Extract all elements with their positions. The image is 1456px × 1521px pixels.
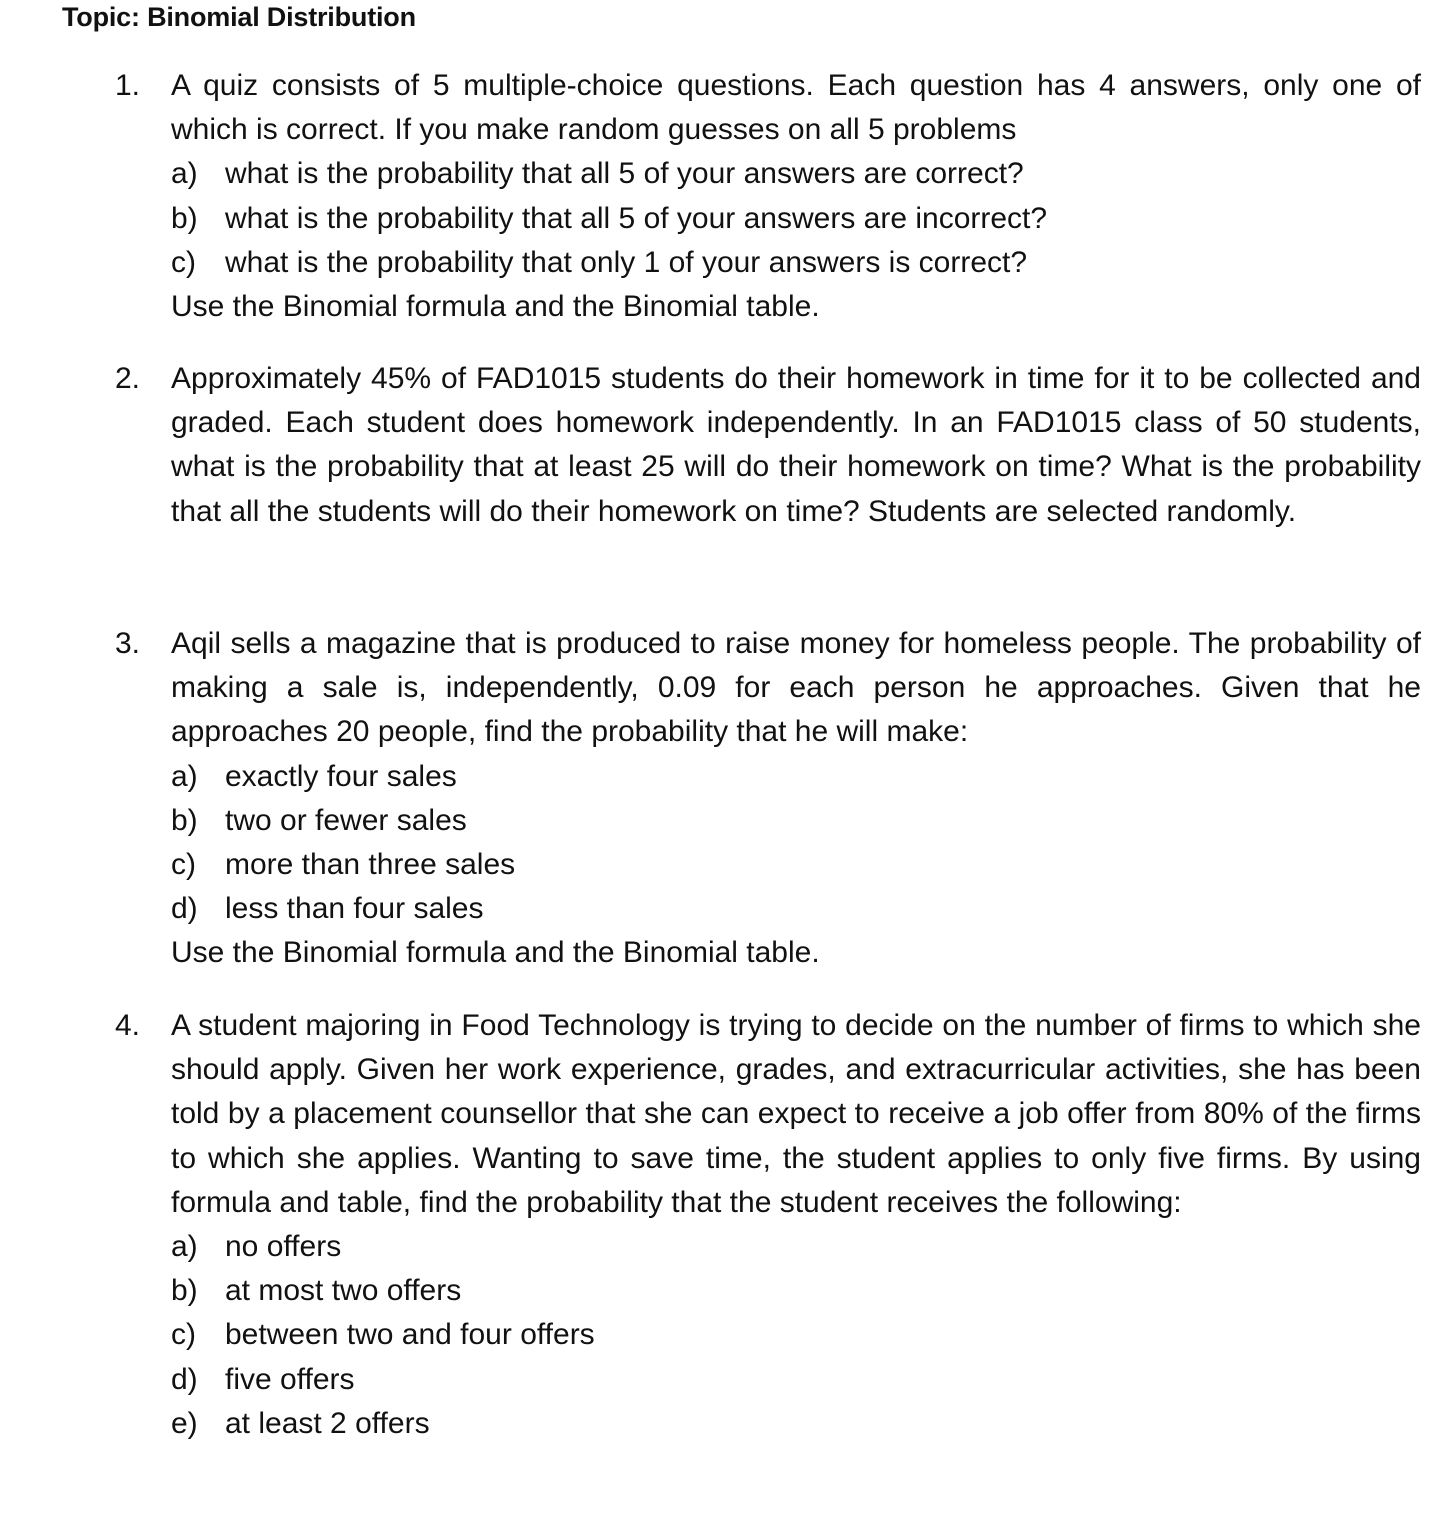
sub-question-letter: b) xyxy=(171,1274,198,1308)
question-text: A quiz consists of 5 multiple-choice questions. Each question has 4 answers, only one of which is correct. If you make random guesses on all 5 problems xyxy=(171,69,1421,147)
sub-question-text: what is the probability that all 5 of your answers are correct? xyxy=(225,157,1024,191)
question-number: 1. xyxy=(115,69,141,102)
topic-heading: Topic: Binomial Distribution xyxy=(62,2,416,32)
question-text: Approximately 45% of FAD1015 students do their homework in time for it to be collected and graded. Each student does homework independently. In an FAD1015 class of 50 students, what is the probability that at least 25 will do their homework on time? What is the probability that all the students will do their homework on time? Students are selected randomly. xyxy=(171,362,1421,528)
sub-question-list xyxy=(171,755,1421,932)
sub-question xyxy=(171,152,1421,196)
sub-question-letter: c) xyxy=(171,848,196,882)
sub-question-letter: a) xyxy=(171,759,198,793)
sub-question-text: what is the probability that all 5 of your answers are incorrect? xyxy=(225,201,1048,235)
sub-question-text: what is the probability that only 1 of your answers is correct? xyxy=(225,245,1028,279)
sub-question-text: exactly four sales xyxy=(225,759,457,793)
question-text: Aqil sells a magazine that is produced to raise money for homeless people. The probability of making a sale is, independently, 0.09 for each person he approaches. Given that he approaches 20 people, find the probability that he will make: xyxy=(171,627,1421,749)
sub-question-text: five offers xyxy=(225,1362,355,1396)
sub-question-letter: e) xyxy=(171,1406,198,1440)
question-number: 3. xyxy=(115,627,141,660)
sub-question-letter: b) xyxy=(171,201,198,235)
question-text: A student majoring in Food Technology is trying to decide on the number of firms to which she should apply. Given her work experience, grades, and extracurricular activities, she has been told by a placement counsellor that she can expect to receive a job offer from 80% of the firms to which she applies. Wanting to save time, the student applies to only five firms. By using formula and table, find the probability that the student receives the following: xyxy=(171,1009,1421,1219)
sub-question xyxy=(171,197,1421,241)
question-3 xyxy=(115,622,1421,976)
sub-question-letter: a) xyxy=(171,157,198,191)
sub-question-list xyxy=(171,152,1421,285)
sub-question-text: more than three sales xyxy=(225,848,516,882)
question-2 xyxy=(115,357,1421,534)
sub-question-text: two or fewer sales xyxy=(225,803,467,837)
sub-question-letter: d) xyxy=(171,1362,198,1396)
instruction-note: Use the Binomial formula and the Binomial table. xyxy=(171,936,820,970)
sub-question xyxy=(171,1269,1421,1313)
sub-question-letter: a) xyxy=(171,1230,198,1264)
sub-question xyxy=(171,755,1421,799)
sub-question-text: between two and four offers xyxy=(225,1318,595,1352)
sub-question xyxy=(171,799,1421,843)
sub-question xyxy=(171,241,1421,285)
question-number: 2. xyxy=(115,362,141,395)
sub-question-letter: c) xyxy=(171,245,196,279)
sub-question-text: no offers xyxy=(225,1230,342,1264)
sub-question xyxy=(171,1358,1421,1402)
sub-question xyxy=(171,1313,1421,1357)
instruction-note: Use the Binomial formula and the Binomial table. xyxy=(171,290,820,324)
sub-question-text: at most two offers xyxy=(225,1274,462,1308)
sub-question-text: less than four sales xyxy=(225,892,484,926)
sub-question xyxy=(171,843,1421,887)
sub-question-letter: b) xyxy=(171,803,198,837)
sub-question xyxy=(171,1402,1421,1446)
question-number: 4. xyxy=(115,1009,141,1042)
sub-question xyxy=(171,1225,1421,1269)
sub-question xyxy=(171,887,1421,931)
question-4 xyxy=(115,1004,1421,1446)
sub-question-letter: c) xyxy=(171,1318,196,1352)
sub-question-text: at least 2 offers xyxy=(225,1406,430,1440)
sub-question-list xyxy=(171,1225,1421,1446)
sub-question-letter: d) xyxy=(171,892,198,926)
question-1 xyxy=(115,64,1421,329)
